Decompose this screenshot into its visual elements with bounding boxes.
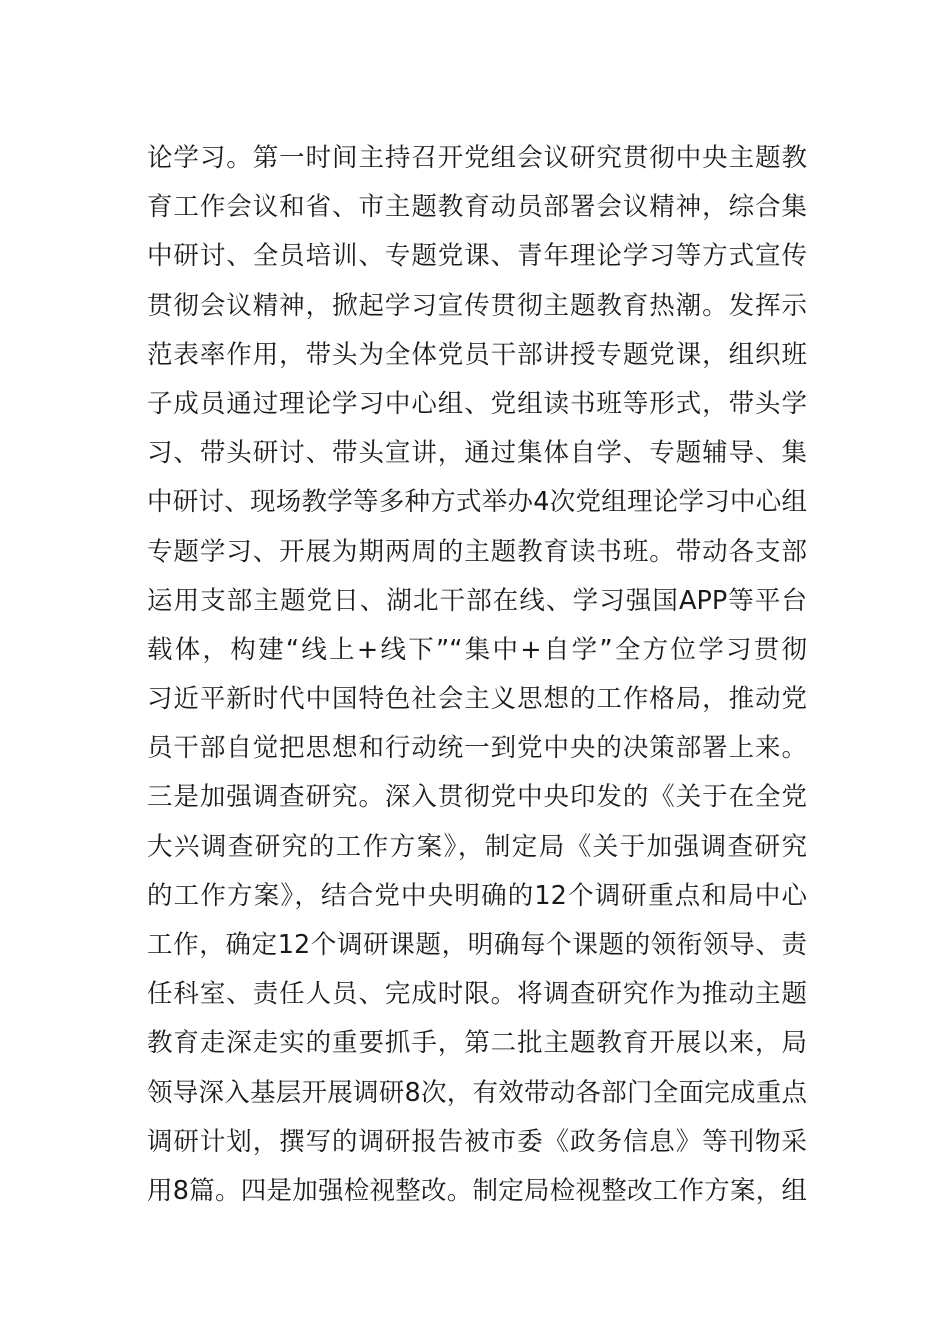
text-line: 中研讨、全员培训、专题党课、青年理论学习等方式宣传 <box>147 241 807 272</box>
text-line: 专题学习、开展为期两周的主题教育读书班。带动各支部 <box>147 536 807 567</box>
text-line: 员干部自觉把思想和行动统一到党中央的决策部署上来。 <box>147 733 807 764</box>
text-line: 三是加强调查研究。深入贯彻党中央印发的《关于在全党 <box>147 782 807 813</box>
text-line: 贯彻会议精神，掀起学习宣传贯彻主题教育热潮。发挥示 <box>147 290 807 321</box>
text-line: 用8篇。四是加强检视整改。制定局检视整改工作方案，组 <box>147 1175 807 1206</box>
text-line: 领导深入基层开展调研8次，有效带动各部门全面完成重点 <box>147 1077 807 1108</box>
body-text <box>147 134 807 1216</box>
text-line: 的工作方案》，结合党中央明确的12个调研重点和局中心 <box>147 880 807 911</box>
text-line: 运用支部主题党日、湖北干部在线、学习强国APP等平台 <box>147 585 807 616</box>
text-line: 工作，确定12个调研课题，明确每个课题的领衔领导、责 <box>147 930 807 960</box>
text-line: 范表率作用，带头为全体党员干部讲授专题党课，组织班 <box>147 339 807 370</box>
text-line: 教育走深走实的重要抓手，第二批主题教育开展以来，局 <box>147 1028 807 1059</box>
text-line: 习近平新时代中国特色社会主义思想的工作格局，推动党 <box>147 684 807 715</box>
text-line: 载体，构建“线上+线下”“集中+自学”全方位学习贯彻 <box>147 634 807 665</box>
text-line: 调研计划，撰写的调研报告被市委《政务信息》等刊物采 <box>147 1126 807 1157</box>
text-line: 习、带头研讨、带头宣讲，通过集体自学、专题辅导、集 <box>147 438 807 469</box>
text-line: 大兴调查研究的工作方案》，制定局《关于加强调查研究 <box>147 831 807 862</box>
text-line: 中研讨、现场教学等多种方式举办4次党组理论学习中心组 <box>147 487 807 518</box>
text-line: 子成员通过理论学习中心组、党组读书班等形式，带头学 <box>147 388 807 419</box>
text-line: 任科室、责任人员、完成时限。将调查研究作为推动主题 <box>147 979 807 1010</box>
text-line: 育工作会议和省、市主题教育动员部署会议精神，综合集 <box>147 192 807 223</box>
text-line: 论学习。第一时间主持召开党组会议研究贯彻中央主题教 <box>147 143 807 173</box>
